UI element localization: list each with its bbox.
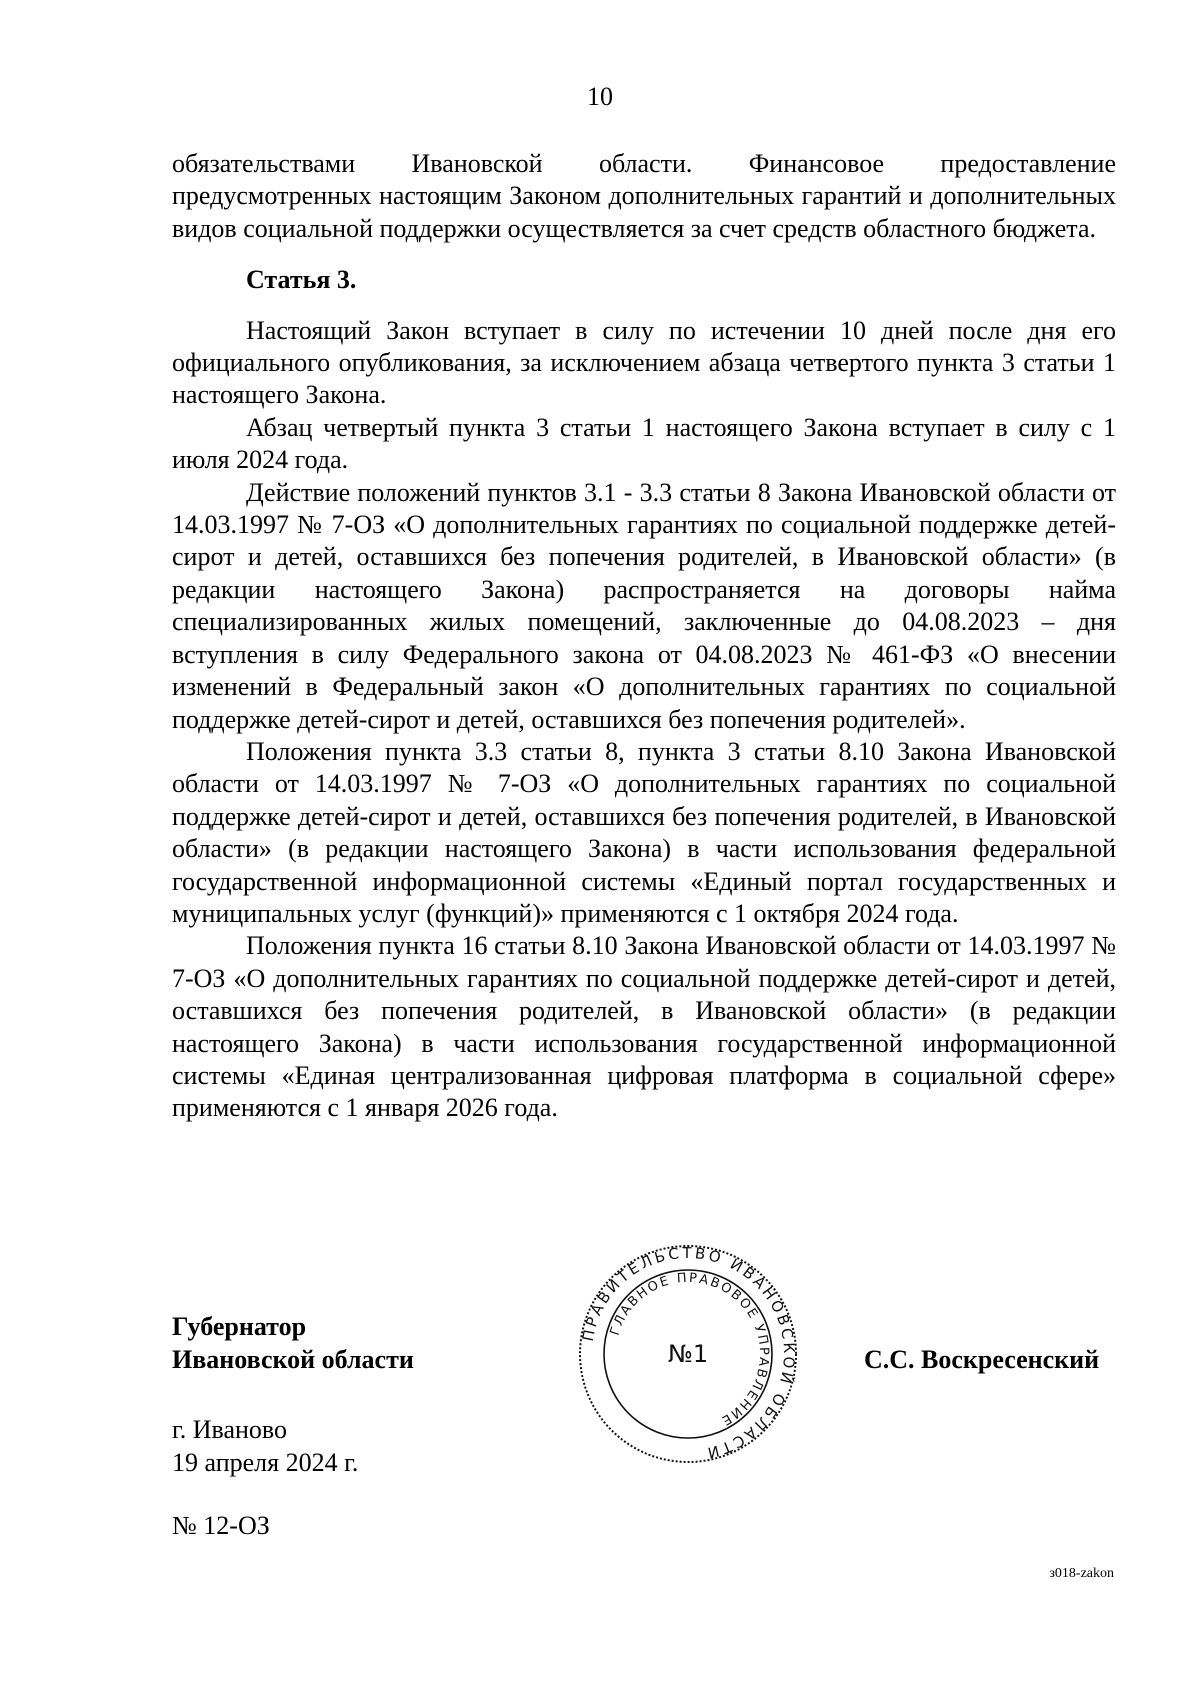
document-code: з018-zakon: [1049, 1566, 1114, 1581]
city: г. Иваново: [172, 1415, 287, 1444]
governor-title: [172, 1310, 414, 1376]
law-number: № 12-ОЗ: [172, 1511, 270, 1540]
signing-date: 19 апреля 2024 г.: [172, 1448, 359, 1477]
stamp-outer-text: ПРАВИТЕЛЬСТВО ИВАНОВСКОЙ ОБЛАСТИ: [578, 1243, 799, 1463]
article-heading: Статья 3.: [246, 265, 357, 295]
page-number: 10: [587, 82, 613, 111]
governor-title-line1: Губернатор: [172, 1312, 307, 1341]
paragraph-continuation: обязательствами Ивановской области. Финансовое предоставление предусмотренных настоящим Законом дополнительных гарантий и дополнительных видов социальной поддержки осуществляется за счет средств областного бюджета.: [172, 149, 1116, 243]
paragraph: Настоящий Закон вступает в силу по истечении 10 дней после дня его официального опубликования, за исключением абзаца четвертого пункта 3 статьи 1 настоящего Закона.: [172, 315, 1116, 410]
stamp-inner-text: ГЛАВНОЕ ПРАВОВОЕ УПРАВЛЕНИЕ: [607, 1270, 772, 1429]
paragraph: Действие положений пунктов 3.1 - 3.3 статьи 8 Закона Ивановской области от 14.03.1997 № 7-ОЗ «О дополнительных гарантиях по социальной поддержке детей-сирот и детей, оставшихся без попечения родителей, в Ивановской области» (в редакции настоящего Закона) распространяется на договоры найма специализированных жилых помещений, заключенные до 04.08.2023 – дня вступления в силу Федерального закона от 04.08.2023 № 461-ФЗ «О внесении изменений в Федеральный закон «О дополнительных гарантиях по социальной поддержке детей-сирот и детей, оставшихся без попечения родителей».: [172, 477, 1116, 734]
paragraph: Положения пункта 16 статьи 8.10 Закона Ивановской области от 14.03.1997 № 7-ОЗ «О дополнительных гарантиях по социальной поддержке детей-сирот и детей, оставшихся без попечения родителей, в Ивановской области» (в редакции настоящего Закона) в части использования государственной информационной системы «Единая централизованная цифровая платформа в социальной сфере» применяются с 1 января 2026 года.: [172, 931, 1116, 1123]
paragraph: Положения пункта 3.3 статьи 8, пункта 3 статьи 8.10 Закона Ивановской области от 14.03.1997 № 7-ОЗ «О дополнительных гарантиях по социальной поддержке детей-сирот и детей, оставшихся без попечения родителей, в Ивановской области» (в редакции настоящего Закона) в части использования федеральной государственной информационной системы «Единый портал государственных и муниципальных услуг (функций)» применяются с 1 октября 2024 года.: [172, 736, 1116, 928]
paragraph: Абзац четвертый пункта 3 статьи 1 настоящего Закона вступает в силу с 1 июля 2024 года.: [172, 412, 1116, 475]
stamp-center-number: №1: [667, 1340, 709, 1368]
governor-name: С.С. Воскресенский: [864, 1345, 1100, 1374]
governor-title-line2: Ивановской области: [172, 1345, 414, 1374]
official-stamp: [576, 1242, 800, 1466]
document-body: [172, 148, 1116, 1125]
